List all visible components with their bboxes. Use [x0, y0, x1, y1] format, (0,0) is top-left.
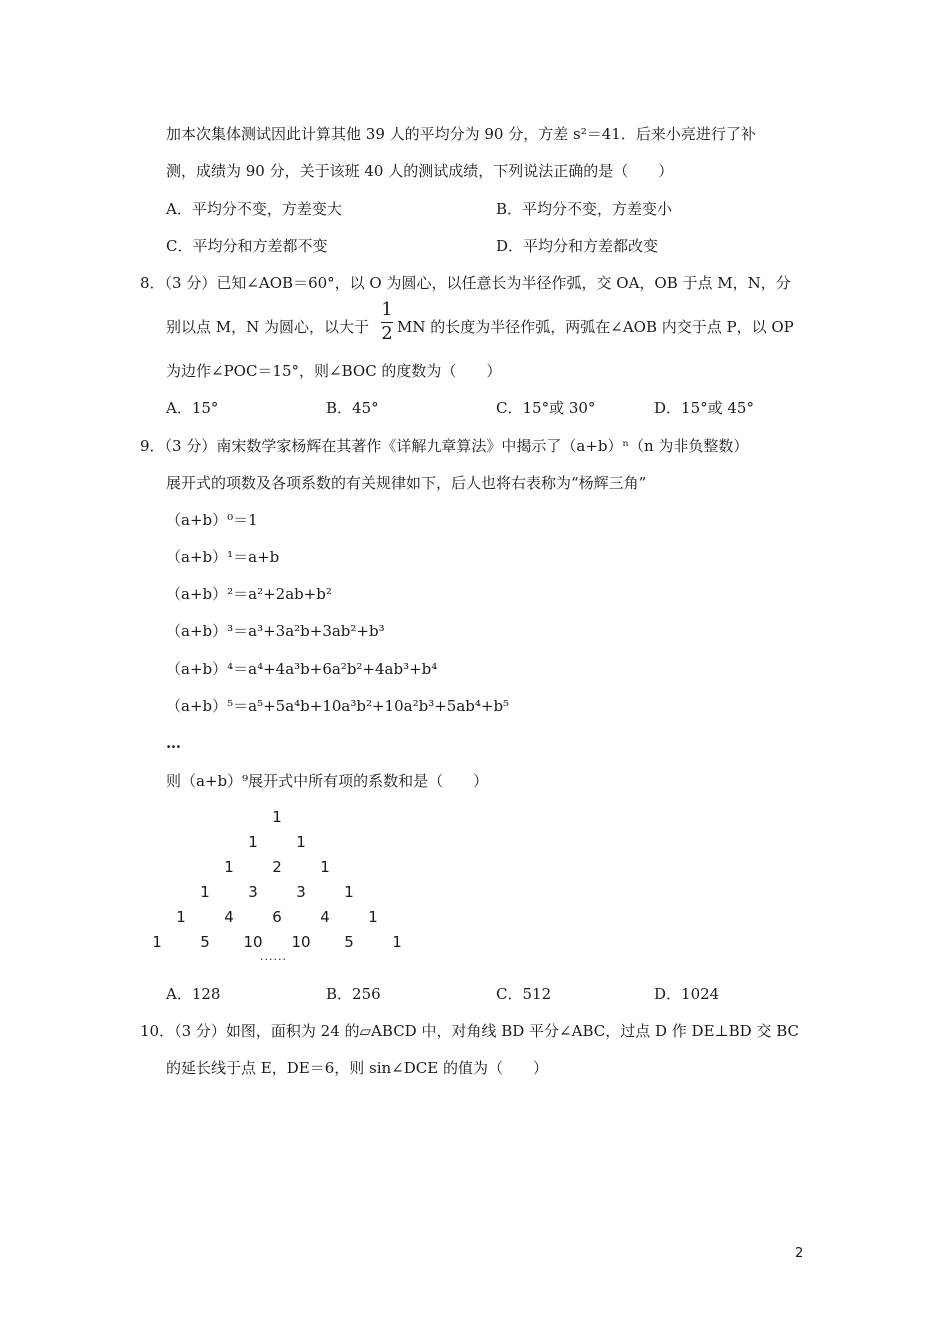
triangle-cell: 1 — [224, 858, 234, 876]
q8-fraction-denominator: 2 — [381, 323, 393, 344]
triangle-cell: 5 — [200, 933, 210, 951]
q8-option-b: B．45° — [326, 399, 379, 417]
q7-option-a: A．平均分不变，方差变大 — [166, 200, 342, 218]
q7-line1: 加本次集体测试因此计算其他 39 人的平均分为 90 分，方差 s²＝41．后来小亮进行了补 — [166, 125, 756, 143]
q8-line2-pre: 别以点 M，N 为圆心，以大于 — [166, 318, 370, 336]
q8-line2-post: MN 的长度为半径作弧，两弧在∠AOB 内交于点 P，以 OP — [397, 318, 794, 336]
q9-line2: 展开式的项数及各项系数的有关规律如下，后人也将右表称为“杨辉三角” — [166, 474, 647, 492]
q9-option-b: B．256 — [326, 985, 381, 1003]
triangle-cell: 1 — [272, 808, 282, 826]
page-number: 2 — [795, 1246, 804, 1261]
q8-fraction-numerator: 1 — [381, 299, 393, 320]
triangle-cell: 6 — [272, 908, 282, 926]
triangle-continuation-dots: ...... — [260, 950, 287, 963]
triangle-cell: 1 — [176, 908, 186, 926]
q9-option-a: A．128 — [166, 985, 221, 1003]
q9-expansion-5: （a+b）⁵＝a⁵+5a⁴b+10a³b²+10a²b³+5ab⁴+b⁵ — [166, 697, 510, 715]
q9-ellipsis: … — [166, 734, 181, 752]
triangle-cell: 3 — [296, 883, 306, 901]
q9-line1: 9．（3 分）南宋数学家杨辉在其著作《详解九章算法》中揭示了（a+b）ⁿ（n 为非负整数） — [140, 437, 749, 455]
triangle-cell: 1 — [392, 933, 402, 951]
q9-option-c: C．512 — [496, 985, 552, 1003]
triangle-cell: 1 — [344, 883, 354, 901]
q8-option-d: D．15°或 45° — [654, 399, 754, 417]
q8-line1: 8．（3 分）已知∠AOB＝60°，以 O 为圆心，以任意长为半径作弧，交 OA，OB 于点 M，N，分 — [140, 274, 791, 292]
q7-option-b: B．平均分不变，方差变小 — [496, 200, 673, 218]
triangle-cell: 1 — [320, 858, 330, 876]
triangle-cell: 4 — [320, 908, 330, 926]
triangle-cell: 1 — [152, 933, 162, 951]
triangle-cell: 10 — [291, 933, 311, 951]
q8-option-c: C．15°或 30° — [496, 399, 596, 417]
triangle-cell: 10 — [243, 933, 263, 951]
q7-line2: 测，成绩为 90 分，关于该班 40 人的测试成绩，下列说法正确的是（ ） — [166, 162, 674, 180]
q8-line3: 为边作∠POC＝15°，则∠BOC 的度数为（ ） — [166, 362, 502, 380]
q9-expansion-3: （a+b）³＝a³+3a²b+3ab²+b³ — [166, 622, 385, 640]
triangle-cell: 3 — [248, 883, 258, 901]
q8-option-a: A．15° — [166, 399, 219, 417]
q7-option-c: C．平均分和方差都不变 — [166, 237, 328, 255]
triangle-cell: 1 — [296, 833, 306, 851]
q7-option-d: D．平均分和方差都改变 — [496, 237, 659, 255]
q10-line2: 的延长线于点 E，DE＝6，则 sin∠DCE 的值为（ ） — [166, 1059, 548, 1077]
q9-expansion-0: （a+b）⁰＝1 — [166, 511, 258, 529]
triangle-cell: 5 — [344, 933, 354, 951]
triangle-cell: 1 — [368, 908, 378, 926]
q9-expansion-4: （a+b）⁴＝a⁴+4a³b+6a²b²+4ab³+b⁴ — [166, 660, 438, 678]
q9-expansion-1: （a+b）¹＝a+b — [166, 548, 280, 566]
triangle-cell: 1 — [200, 883, 210, 901]
triangle-cell: 4 — [224, 908, 234, 926]
triangle-cell: 1 — [248, 833, 258, 851]
q10-line1: 10．（3 分）如图，面积为 24 的▱ABCD 中，对角线 BD 平分∠ABC，过点 D 作 DE⊥BD 交 BC — [140, 1022, 800, 1040]
q9-option-d: D．1024 — [654, 985, 720, 1003]
triangle-cell: 2 — [272, 858, 282, 876]
q9-question: 则（a+b）⁹展开式中所有项的系数和是（ ） — [166, 772, 489, 790]
q9-expansion-2: （a+b）²＝a²+2ab+b² — [166, 585, 332, 603]
